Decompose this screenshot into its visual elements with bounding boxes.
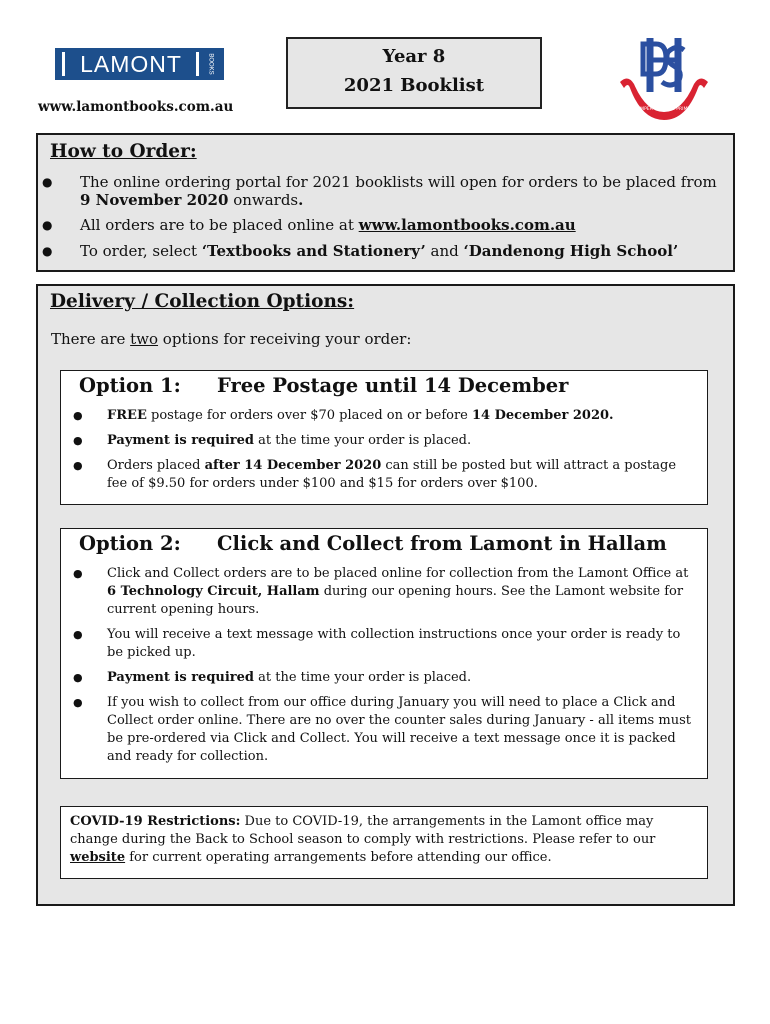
crest-motto-text: SEMPER QUISQUE PRIMUS — [634, 107, 694, 112]
list-item: ● Payment is required at the time your order is placed. — [73, 433, 472, 448]
booklist-title-box — [286, 37, 542, 109]
option-1-heading: Free Postage until 14 December — [217, 374, 569, 397]
year-level-title: Year 8 — [382, 46, 446, 67]
text-run: Orders placed — [107, 458, 205, 473]
inline-link[interactable]: website — [70, 850, 126, 865]
delivery-intro — [51, 330, 411, 348]
text-run: ‘Textbooks and Stationery’ — [201, 241, 426, 260]
text-run: FREE — [107, 408, 147, 423]
option-2-label: Option 2: — [79, 532, 181, 555]
text-run: for current operating arrangements before attending our office. — [125, 850, 552, 865]
option-2-title — [79, 532, 667, 555]
text-run: can still be posted but will attract a postage fee of $9.50 for orders under $100 and $15 for orders over $100. — [107, 458, 677, 491]
text-run: at the time your order is placed. — [254, 670, 472, 685]
delivery-options-panel — [36, 284, 735, 906]
lamont-books-logo — [55, 48, 224, 80]
how-to-order-list — [42, 173, 726, 268]
text-run: COVID-19 Restrictions: — [70, 814, 241, 829]
option-1-title — [79, 374, 568, 397]
booklist-year-title: 2021 Booklist — [343, 75, 485, 96]
text-run: 14 December 2020. — [472, 408, 614, 423]
text-run: and — [425, 241, 464, 260]
list-item: ● The online ordering portal for 2021 booklists will open for orders to be placed from 9 November 2020 onwards. — [42, 173, 717, 209]
option-2-heading: Click and Collect from Lamont in Hallam — [217, 532, 667, 555]
text-run: The online ordering portal for 2021 booklists will open for orders to be placed from — [80, 173, 717, 191]
list-item: ● You will receive a text message with collection instructions once your order is ready to be picked up. — [73, 627, 681, 660]
text-run: If you wish to collect from our office during January you will need to place a Click and Collect order online. There are no over the counter sales during January - all items must be pre-ordered via Click and Collect. You will receive a text message once it is packed and ready for collection. — [107, 695, 691, 764]
text-run: All orders are to be placed online at — [80, 216, 359, 234]
text-run: ‘Dandenong High School’ — [463, 241, 679, 260]
text-run: after 14 December 2020 — [204, 458, 382, 473]
text-run: onwards — [228, 190, 299, 209]
text-run: 6 Technology Circuit, Hallam — [107, 584, 320, 599]
list-item: ● Payment is required at the time your order is placed. — [73, 670, 472, 685]
list-item: ● If you wish to collect from our office during January you will need to place a Click and Collect order online. There are no over the counter sales during January - all items must be pre-ordered via Click and Collect. You will receive a text message once it is packed and ready for collection. — [73, 695, 691, 764]
list-item: ● Click and Collect orders are to be placed online for collection from the Lamont Office at 6 Technology Circuit, Hallam during our opening hours. See the Lamont website for current opening hours. — [73, 566, 689, 617]
text-run: Payment is required — [107, 670, 255, 685]
covid-restrictions-notice — [60, 806, 708, 879]
list-item: ● Orders placed after 14 December 2020 can still be posted but will attract a postage fee of $9.50 for orders under $100 and $15 for orders over $100. — [73, 458, 677, 491]
logo-books-tag: BOOKS — [208, 53, 214, 75]
text-run: Due to COVID-19, the arrangements in the Lamont office may change during the Back to School season to comply with restrictions. Please refer to our — [70, 814, 656, 847]
delivery-heading: Delivery / Collection Options: — [50, 291, 355, 312]
inline-link[interactable]: www.lamontbooks.com.au — [358, 216, 576, 234]
text-run: Payment is required — [107, 433, 255, 448]
option-1-label: Option 1: — [79, 374, 181, 397]
logo-bar-right — [196, 52, 199, 76]
text-run: 9 November 2020 — [80, 190, 229, 209]
how-to-order-panel — [36, 133, 735, 272]
text-run: two — [130, 330, 159, 348]
list-item: ● To order, select ‘Textbooks and Stationery’ and ‘Dandenong High School’ — [42, 241, 679, 260]
text-run: . — [298, 190, 304, 209]
option-1-box — [60, 370, 708, 505]
text-run: postage for orders over $70 placed on or before — [146, 408, 473, 423]
text-run: There are — [51, 330, 131, 348]
list-item: ● FREE postage for orders over $70 placed on or before 14 December 2020. — [73, 408, 614, 423]
option-1-list — [73, 407, 695, 500]
text-run: Click and Collect orders are to be placed online for collection from the Lamont Office at — [107, 566, 689, 581]
school-crest-icon — [614, 30, 714, 120]
how-to-order-heading: How to Order: — [50, 141, 197, 162]
text-run: options for receiving your order: — [158, 330, 412, 348]
option-2-list — [73, 565, 695, 773]
text-run: at the time your order is placed. — [254, 433, 472, 448]
logo-wordmark: LAMONT — [80, 51, 182, 77]
logo-bar-left — [62, 52, 65, 76]
text-run: during our opening hours. See the Lamont website for current opening hours. — [107, 584, 684, 617]
website-url: www.lamontbooks.com.au — [38, 99, 234, 115]
list-item: ● All orders are to be placed online at www.lamontbooks.com.au — [42, 216, 576, 234]
text-run: To order, select — [80, 241, 202, 260]
option-2-box — [60, 528, 708, 779]
text-run: You will receive a text message with collection instructions once your order is ready to be picked up. — [107, 627, 681, 660]
